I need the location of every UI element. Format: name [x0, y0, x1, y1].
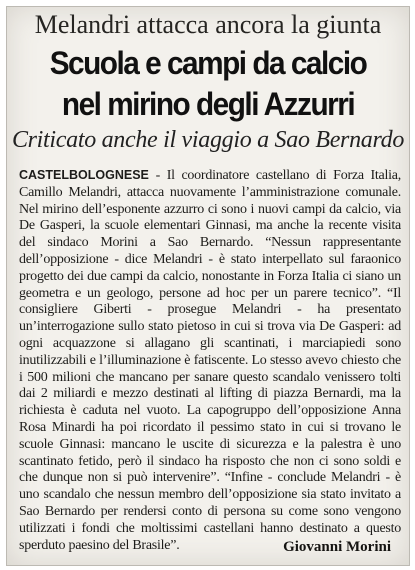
dateline: CASTELBOLOGNESE — [19, 168, 149, 182]
article-body-text: - Il coordinatore castellano di Forza Italia, Camillo Melandri, attacca nuovamente l’amministrazione comunale. Nel mirino dell’esponente azzurro ci sono i nuovi campi da calcio, via De Gasperi, la scuole elementari Ginnasi, ma anche la recente visita del sindaco Morini a Sao Bernardo. “Nessun rappresentante dell’opposizione - dice Melandri - è stato interpellato sul faraonico progetto dei due campi da calcio, nonostante in Forza Italia ci siano un geometra e un geologo, persone ad hoc per un parere tecnico”. “Il consigliere Giberti - prosegue Melandri - ha presentato un’interrogazione sullo stato pietoso in cui si trova via De Gasperi: ad ogni acquazzone si allagano gli scantinati, i marciapiedi sono inutilizzabili e l’illuminazione è fatiscente. Lo stesso avevo chiesto che i 500 milioni che mancano per sanare questo scandalo venissero tolti dai 2 miliardi e mezzo destinati al lifting di piazza Bernardi, ma la richiesta è caduta nel vuoto. La capogruppo dell’opposizione Anna Rosa Minardi ha poi ricordato il pessimo stato in cui si trovano le scuole Ginnasi: mancano le uscite di sicurezza e la palestra è uno scantinato fetido, però il sindaco ha risposto che non ci sono soldi e che dunque non si può intervenire”. “Infine - conclude Melandri - è uno scandalo che nessun membro dell’opposizione sia stato invitato a Sao Bernardo per rendersi conto di persona su come sono vengono utilizzati i fondi che moltissimi castellani hanno destinato a questo sperduto paesino del Brasile”. — [19, 168, 401, 553]
kicker-headline: Melandri attacca ancora la giunta — [34, 10, 382, 39]
main-headline-line-1: Scuola e campi da calcio — [49, 45, 367, 81]
article-body — [19, 167, 401, 554]
author-byline: Giovanni Morini — [283, 539, 391, 555]
newspaper-clipping — [6, 6, 410, 566]
article-paragraph — [19, 167, 401, 554]
subheadline: Criticato anche il viaggio a Sao Bernardo — [11, 127, 405, 153]
main-headline-line-2: nel mirino degli Azzurri — [61, 86, 355, 122]
